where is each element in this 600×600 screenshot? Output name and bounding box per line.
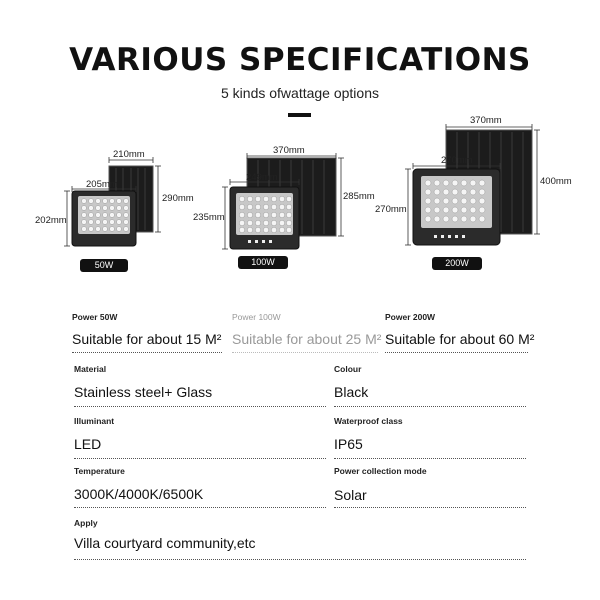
lamp-height-50w: 202mm [35, 215, 67, 226]
spec-waterproof [334, 416, 526, 462]
spec-illuminant [74, 416, 326, 462]
spec-temperature-label: Temperature [74, 466, 125, 476]
panel-height-200w: 400mm [540, 176, 572, 187]
spec-colour-label: Colour [334, 364, 362, 374]
spec-apply-value: Villa courtyard community,etc [74, 535, 256, 551]
wattage-badge-200w: 200W [432, 257, 482, 270]
wattage-badge-50w: 50W [80, 259, 128, 272]
spec-divider [74, 507, 326, 508]
page-subtitle: 5 kinds ofwattage options [221, 85, 379, 101]
panel-width-200w: 370mm [470, 115, 502, 126]
spec-power-collection [334, 466, 526, 512]
panel-height-100w: 285mm [343, 191, 375, 202]
spec-material-label: Material [74, 364, 107, 374]
spec-power-100w-value: Suitable for about 25 M² [232, 331, 382, 347]
spec-waterproof-label: Waterproof class [334, 416, 403, 426]
wattage-badge-100w: 100W [238, 256, 288, 269]
spec-power-200w-label: Power 200W [385, 312, 436, 322]
spec-power-50w [72, 312, 222, 357]
spec-power-100w [232, 312, 380, 357]
lamp-height-200w: 270mm [375, 204, 407, 215]
spec-divider [334, 406, 526, 407]
spec-colour [334, 364, 526, 410]
spec-divider [74, 458, 326, 459]
spec-material [74, 364, 326, 410]
product-200w-illustration [0, 0, 600, 280]
spec-temperature-value: 3000K/4000K/6500K [74, 486, 204, 502]
spec-divider [232, 352, 378, 353]
spec-temperature [74, 466, 326, 512]
spec-waterproof-value: IP65 [334, 436, 363, 452]
lamp-width-100w: 249mm [246, 172, 278, 183]
lamp-width-200w: 270mm [441, 155, 473, 166]
spec-divider [74, 559, 526, 560]
spec-divider [74, 406, 326, 407]
page-title: VARIOUS SPECIFICATIONS [69, 42, 531, 78]
lamp-height-100w: 235mm [193, 212, 225, 223]
spec-material-value: Stainless steel+ Glass [74, 384, 213, 400]
spec-power-100w-label: Power 100W [232, 312, 281, 322]
spec-power-collection-label: Power collection mode [334, 466, 427, 476]
spec-divider [334, 458, 526, 459]
spec-apply [74, 518, 526, 564]
spec-divider [72, 352, 222, 353]
spec-divider [334, 507, 526, 508]
panel-width-100w: 370mm [273, 145, 305, 156]
spec-illuminant-value: LED [74, 436, 102, 452]
spec-power-50w-label: Power 50W [72, 312, 118, 322]
spec-power-200w [385, 312, 535, 357]
floodlight-200w [413, 169, 500, 245]
lamp-width-50w: 205mm [86, 179, 118, 190]
spec-apply-label: Apply [74, 518, 98, 528]
product-200w [0, 0, 600, 280]
panel-width-50w: 210mm [113, 149, 145, 160]
spec-power-200w-value: Suitable for about 60 M² [385, 331, 535, 347]
spec-power-50w-value: Suitable for about 15 M² [72, 331, 222, 347]
spec-divider [385, 352, 528, 353]
panel-height-50w: 290mm [162, 193, 194, 204]
spec-power-collection-value: Solar [334, 487, 367, 503]
spec-illuminant-label: Illuminant [74, 416, 115, 426]
spec-colour-value: Black [334, 384, 369, 400]
